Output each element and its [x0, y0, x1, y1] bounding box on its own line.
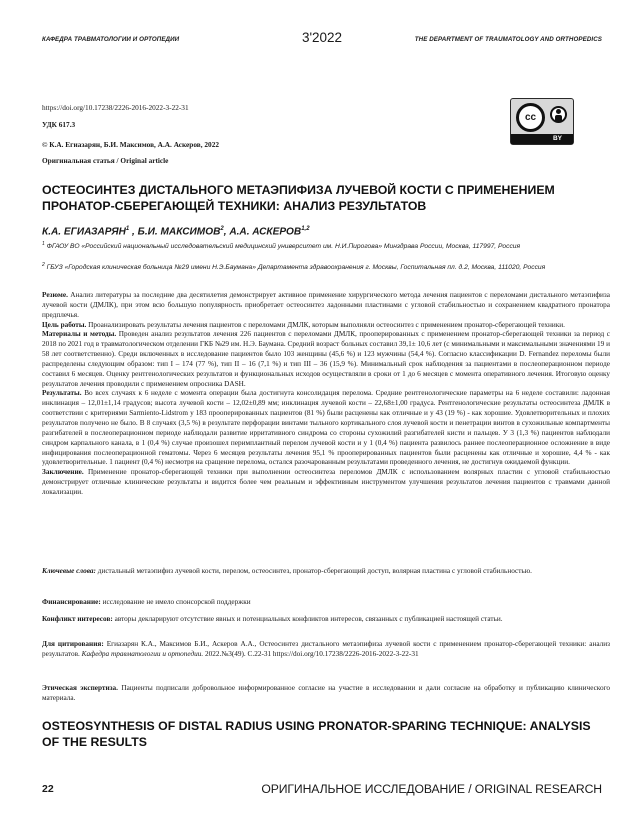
cc-circle-icon: cc	[516, 103, 545, 132]
abstract-aim: Цель работы. Проанализировать результаты лечения пациентов с переломами ДМЛК, которым выполняли остеосинтез с применением пронатор-сберегающей техники.	[42, 320, 565, 329]
author-list: К.А. ЕГИАЗАРЯН$^1$ , Б.И. МАКСИМОВ$^2$, А.А. АСКЕРОВ$^{1,2}$	[42, 226, 310, 238]
ethics-statement: Этическая экспертиза. Пациенты подписали добровольное информированное согласие на участие в исследовании и дали согласие на обработку и публикацию клинического материала.	[42, 684, 611, 702]
running-header-right: THE DEPARTMENT OF TRAUMATOLOGY AND ORTHOPEDICS	[414, 36, 602, 43]
issue-number: 3'2022	[301, 30, 343, 45]
abstract-results: Результаты. Во всех случаях к 6 неделе с момента операции была достигнута консолидация перелома. Средние рентгенологические параметры на 6 неделе составили: ладонная инклинация – 12,01±1,14 градусов; высота лучевой кости – 12,02±0,89 мм; инклинация лучевой кости – 22,68±1,00 градуса. Рентгенологические результаты остеосинтеза ДМЛК в соответствии с критериями Sarmiento-Lidstrom у 183 прооперированных пациентов (81 %) были расценены как отличные и у 43 (19 %) - как хорошие. Удовлетворительных и плохих результатов получено не было. В 8 случаях (3,5 %) в результате перфорации винтами тыльного кортикального слоя лучевой кости и пенетрации винтов в сухожильные компартменты разгибателей в послеоперационном периоде наблюдали развитие ирритативного синдрома со стороны сухожилий разгибателей кисти и пальцев. У 3 (1,3 %) пациентов наблюдали синдром карпального канала, в 1 (0,4 %) случае произошел перимплантный перелом лучевой кости и у 1 (0,4 %) пациента развилось раннее послеоперационное осложнение в виде инфицирования послеоперационной гематомы. Через 6 месяцев результаты лечения 95,1 % прооперированных пациентов были расценены как отличные и хорошие, 4,4 % - как удовлетворительные. 1 пациент (0,4 %) несмотря на сращение перелома, остался разочарованным результатами проведенного лечения, не достигнув ожидаемой функции.	[42, 389, 611, 467]
page-number: 22	[42, 783, 54, 795]
author-1: К.А. ЕГИАЗАРЯН	[42, 226, 126, 238]
abstract-resume: Резюме. Анализ литературы за последние два десятилетия демонстрирует активное применение хирургического метода лечения пациентов с переломами дистального метаэпифиза лучевой кости (ДМЛК), при этом всю большую популярность приобретает остеосинтез ладонными пластинами с угловой стабильностью и сохранением квадратного пронатора предплечья.	[42, 291, 611, 319]
abstract-methods: Материалы и методы. Проведен анализ результатов лечения 226 пациентов с переломами ДМЛК, прооперированных с применением пронатор-сберегающей техники за период с 2018 по 2021 год в травматологическом отделении ГКБ №29 им. Н.Э. Баумана. Средний возраст больных составил 39,1± 10,6 лет (с минимальными и максимальными значениями 19 и 58 лет соответственно). Среди включенных в исследование пациентов было 103 женщины (45,6 %) и 123 мужчины (54,4 %). Согласно классификации D. Fernandez переломы были распределены следующим образом: тип I – 174 (77 %), тип II – 16 (7,1 %) и тип III – 36 (15,9 %). Минимальный срок наблюдения за пациентами в послеоперационном периоде составил 6 месяцев. Оценку рентгенологических результатов и функциональных исходов осуществляли в сроки от 1 до 6 месяцев с момента оперативного лечения. Итоговую оценку результатов лечения проводили с применением опросника DASH.	[42, 330, 611, 388]
citation: Для цитирования: Егиазарян К.А., Максимов Б.И., Аскеров А.А., Остеосинтез дистального метаэпифиза лучевой кости с применением пронатор-сберегающей техники: анализ результатов. Кафедра травматологии и ортопедии. 2022.№3(49). С.22-31 https://doi.org/10.17238/2226-2016-2022-3-22-31	[42, 640, 610, 658]
journal-name: Кафедра травматологии и ортопедии.	[81, 649, 204, 658]
abstract	[42, 291, 610, 498]
conflict-of-interest: Конфликт интересов: авторы декларируют отсутствие явных и потенциальных конфликтов интересов, связанных с публикацией настоящей статьи.	[42, 615, 503, 623]
doi-link[interactable]: https://doi.org/10.17238/2226-2016-2022-3-22-31	[42, 103, 189, 112]
citation-doi-link[interactable]: 2022.№3(49). С.22-31 https://doi.org/10.17238/2226-2016-2022-3-22-31	[204, 649, 419, 658]
funding: Финансирование: исследование не имело спонсорской поддержки	[42, 598, 251, 606]
attribution-person-icon	[550, 106, 567, 123]
udk-code: УДК 617.3	[42, 120, 76, 129]
article-title-ru: ОСТЕОСИНТЕЗ ДИСТАЛЬНОГО МЕТАЭПИФИЗА ЛУЧЕВОЙ КОСТИ С ПРИМЕНЕНИЕМ ПРОНАТОР-СБЕРЕГАЮЩЕЙ ТЕХНИКИ: АНАЛИЗ РЕЗУЛЬТАТОВ	[42, 183, 555, 213]
running-header-left: КАФЕДРА ТРАВМАТОЛОГИИ И ОРТОПЕДИИ	[42, 36, 180, 43]
article-title-en: OSTEOSYNTHESIS OF DISTAL RADIUS USING PRONATOR-SPARING TECHNIQUE: ANALYSIS OF THE RESULTS	[42, 719, 591, 749]
affiliation-1: $^1$ ФГАОУ ВО «Российский национальный исследовательский медицинский университет им. Н.И.Пирогова» Минздрава России, Москва, 117997, Россия	[42, 241, 521, 251]
copyright-line: © К.А. Егиазарян, Б.И. Максимов, А.А. Аскеров, 2022	[42, 140, 219, 149]
cc-by-label: BY	[552, 135, 562, 142]
abstract-conclusion: Заключение. Применение пронатор-сберегающей техники при выполнении остеосинтеза переломов ДМЛК с использованием волярных пластин с угловой стабильностью демонстрирует отличные клинические результаты и видится более чем реальным и эффективным инструментом улучшения результатов лечения пациентов с травмами данной локализации.	[42, 468, 610, 496]
section-label: ОРИГИНАЛЬНОЕ ИССЛЕДОВАНИЕ / ORIGINAL RESEARCH	[261, 782, 602, 796]
affiliation-2: $^2$ ГБУЗ «Городская клиническая больница №29 имени Н.Э.Баумана» Департамента здравоохранения г. Москвы, Госпитальная пл. д.2, Москва, 111020, Россия	[42, 262, 546, 272]
keywords: Ключевые слова: дистальный метаэпифиз лучевой кости, перелом, остеосинтез, пронатор-сберегающий доступ, волярная пластина с угловой стабильностью.	[42, 567, 532, 575]
cc-by-license-icon[interactable]	[510, 98, 574, 145]
author-3: А.А. АСКЕРОВ	[229, 226, 302, 238]
article-type: Оригинальная статья / Original article	[42, 156, 169, 165]
author-2: Б.И. МАКСИМОВ	[137, 226, 221, 238]
